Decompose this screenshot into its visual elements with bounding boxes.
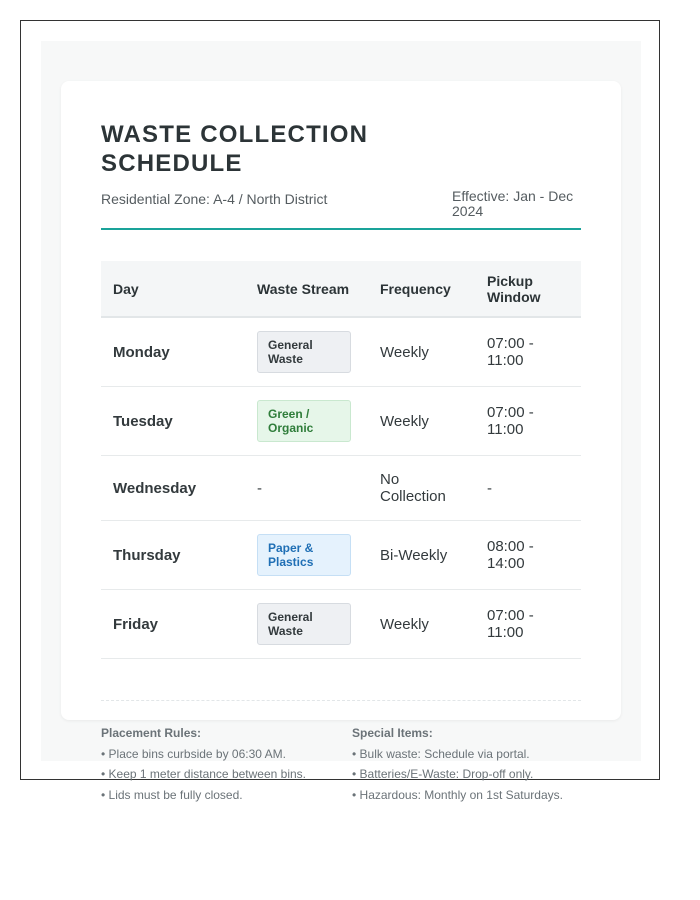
- zone-label: Residential Zone: A-4 / North District: [101, 191, 328, 207]
- window-cell: 07:00 - 11:00: [475, 590, 581, 659]
- table-row: [101, 317, 581, 387]
- footer-divider: [101, 700, 581, 701]
- stream-cell: [245, 521, 368, 590]
- table-header-row: [101, 261, 581, 317]
- table-row: [101, 521, 581, 590]
- placement-rule-item: • Lids must be fully closed.: [101, 787, 243, 802]
- window-cell: 07:00 - 11:00: [475, 387, 581, 456]
- day-cell: Thursday: [101, 521, 245, 590]
- placement-rules: [101, 723, 306, 805]
- stream-badge: Paper & Plastics: [257, 534, 351, 576]
- frequency-cell: Bi-Weekly: [368, 521, 475, 590]
- frequency-cell: Weekly: [368, 590, 475, 659]
- day-cell: Friday: [101, 590, 245, 659]
- effective-date: Effective: Jan - Dec 2024: [452, 188, 574, 219]
- stream-badge: Green / Organic: [257, 400, 351, 442]
- window-cell: -: [475, 456, 581, 521]
- placement-rules-heading: Placement Rules:: [101, 726, 202, 740]
- page-title: WASTE COLLECTION SCHEDULE: [101, 121, 369, 177]
- schedule-table: [101, 261, 581, 659]
- column-header-day: Day: [101, 261, 245, 317]
- table-row: [101, 387, 581, 456]
- stream-badge: General Waste: [257, 603, 351, 645]
- stream-cell: [245, 317, 368, 387]
- column-header-frequency: Frequency: [368, 261, 475, 317]
- window-cell: 07:00 - 11:00: [475, 317, 581, 387]
- placement-rule-item: • Keep 1 meter distance between bins.: [101, 767, 306, 781]
- window-cell: 08:00 - 14:00: [475, 521, 581, 590]
- table-row: [101, 456, 581, 521]
- day-cell: Monday: [101, 317, 245, 387]
- special-item: • Hazardous: Monthly on 1st Saturdays.: [352, 787, 563, 802]
- accent-divider: [101, 228, 581, 230]
- stream-cell: [245, 590, 368, 659]
- column-header-pickup-window: Pickup Window: [475, 261, 581, 317]
- special-items-heading: Special Items:: [352, 726, 433, 740]
- frequency-cell: Weekly: [368, 387, 475, 456]
- placement-rule-item: • Place bins curbside by 06:30 AM.: [101, 746, 286, 761]
- stream-cell: [245, 387, 368, 456]
- special-item: • Bulk waste: Schedule via portal.: [352, 746, 530, 761]
- frequency-cell: No Collection: [368, 456, 475, 521]
- day-cell: Wednesday: [101, 456, 245, 521]
- special-item: • Batteries/E-Waste: Drop-off only.: [352, 767, 534, 781]
- special-items: [352, 723, 563, 805]
- frequency-cell: Weekly: [368, 317, 475, 387]
- table-row: [101, 590, 581, 659]
- column-header-waste-stream: Waste Stream: [245, 261, 368, 317]
- day-cell: Tuesday: [101, 387, 245, 456]
- stream-cell: -: [245, 456, 368, 521]
- stream-badge: General Waste: [257, 331, 351, 373]
